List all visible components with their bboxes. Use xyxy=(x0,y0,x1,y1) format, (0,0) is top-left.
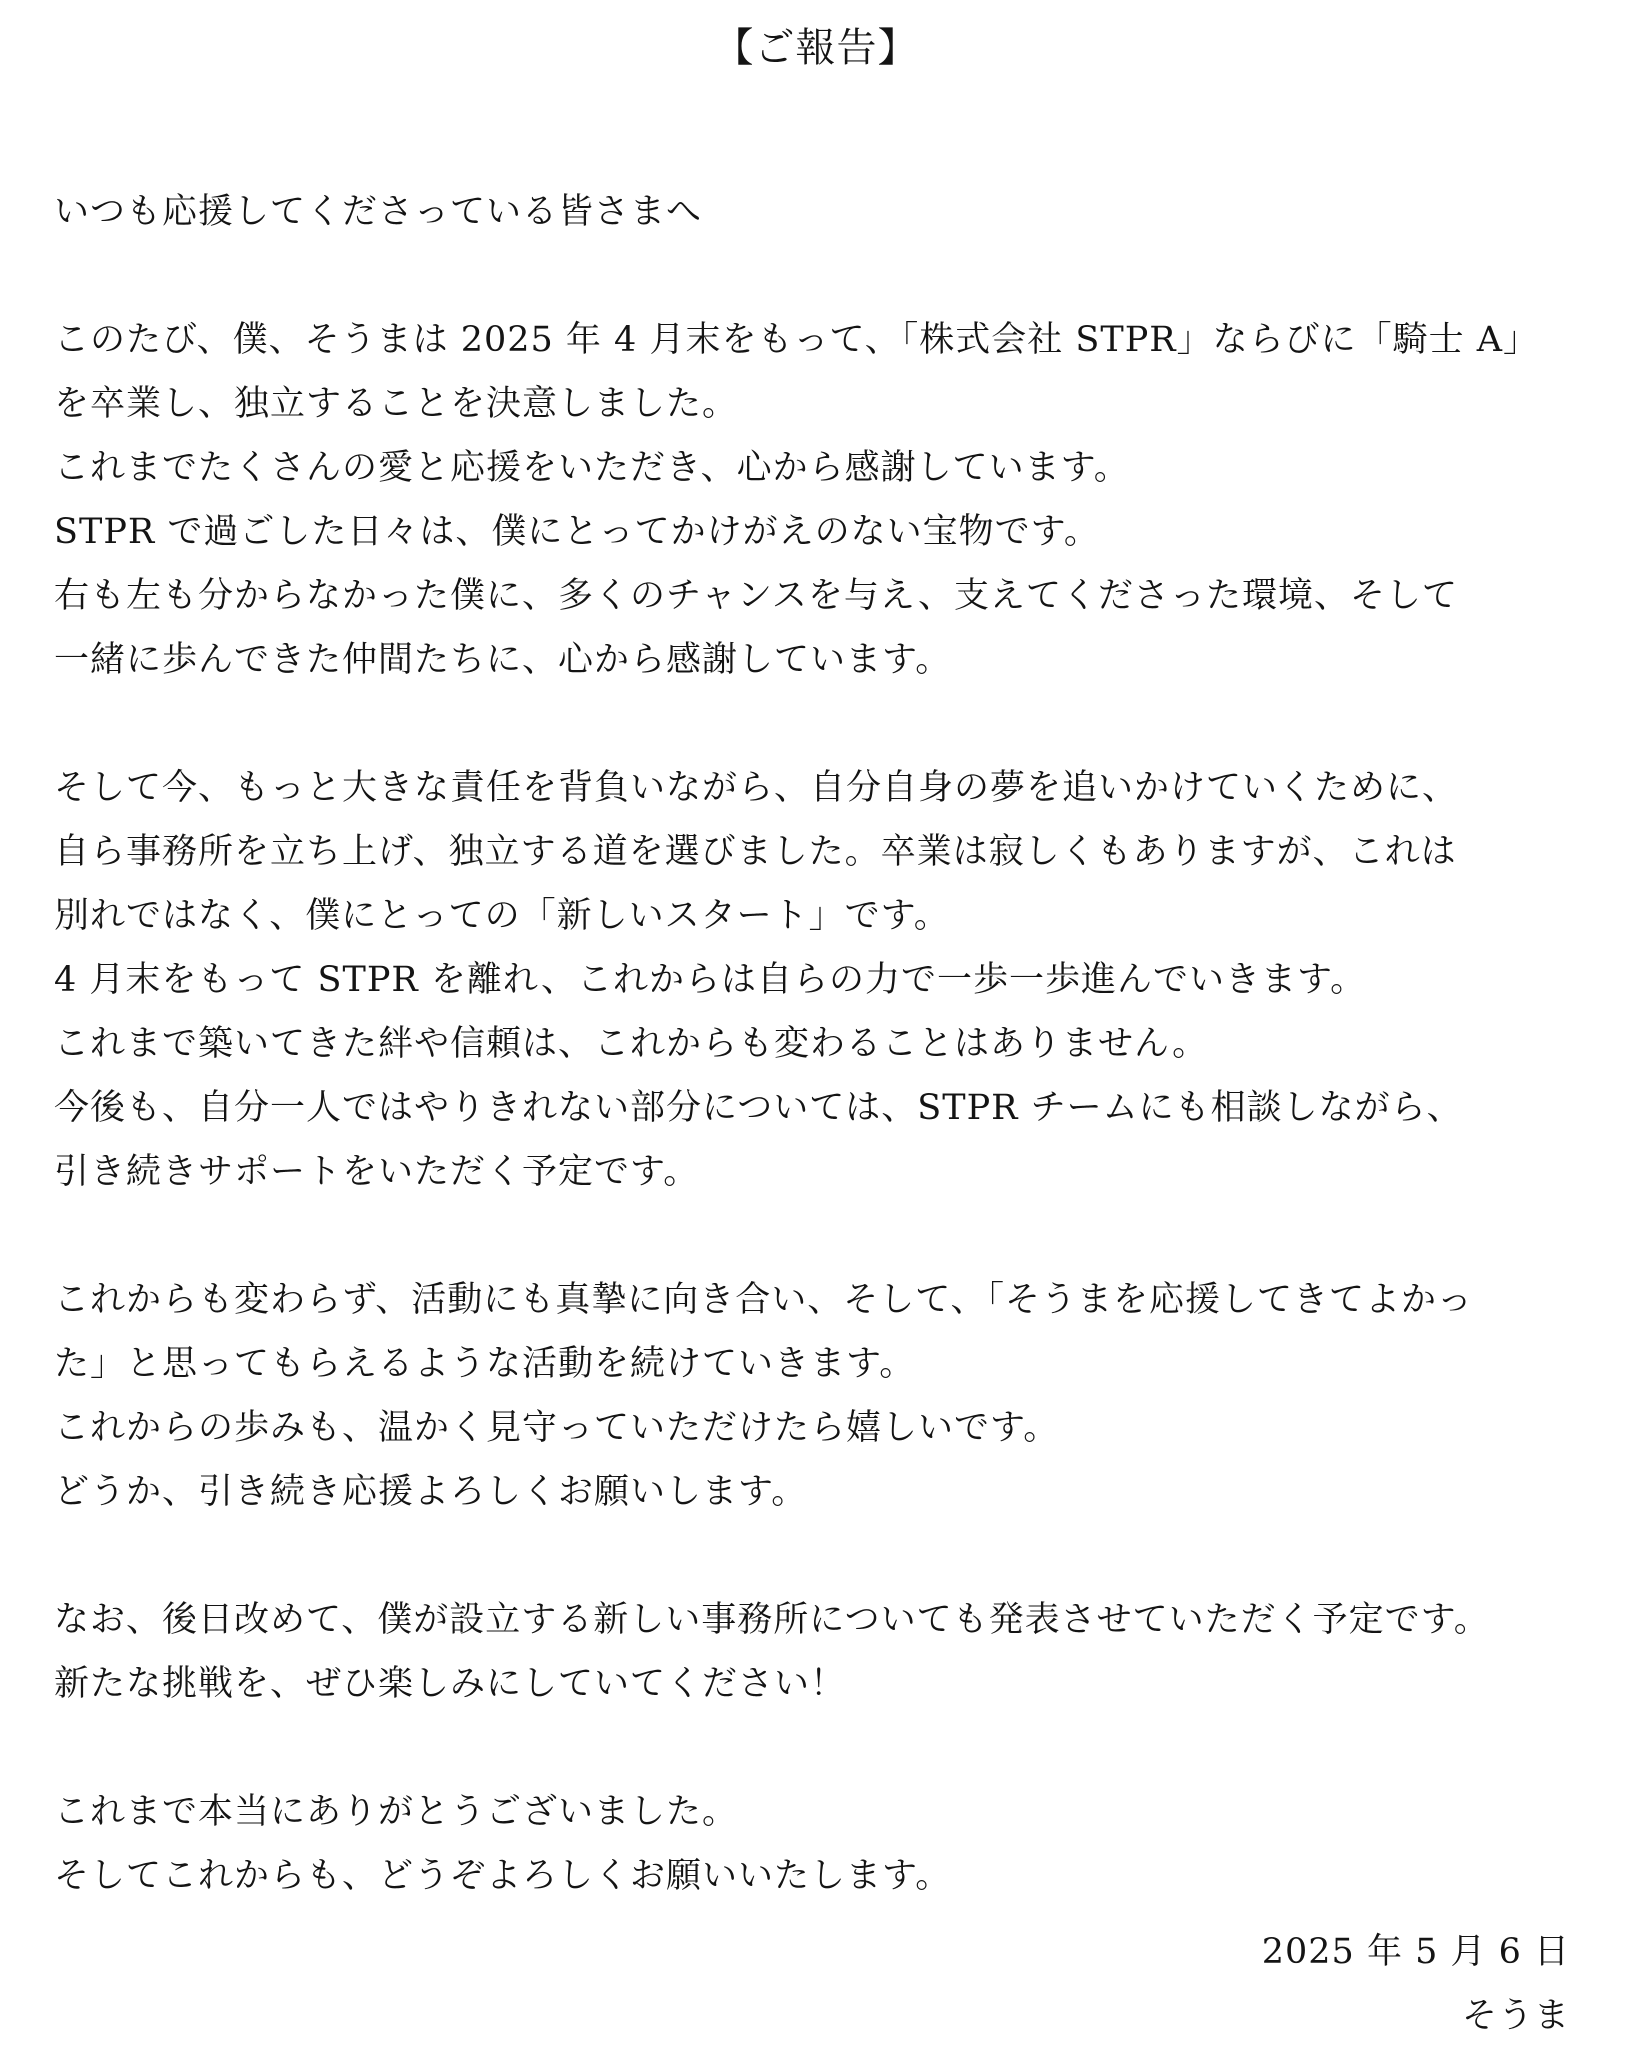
paragraph-spacer xyxy=(54,1204,1594,1268)
text-line: 新たな挑戦を、ぜひ楽しみにしていてください！ xyxy=(54,1664,847,1704)
text-line: いつも応援してくださっている皆さまへ xyxy=(54,192,703,232)
text-line: これまでたくさんの愛と応援をいただき、心から感謝しています。 xyxy=(54,448,1130,488)
paragraph xyxy=(54,1268,1594,1524)
page-title: 【ご報告】 xyxy=(713,25,919,71)
text-line: どうか、引き続き応援よろしくお願いします。 xyxy=(54,1472,808,1512)
text-line: 4 月末をもって STPR を離れ、これからは自らの力で一歩一歩進んでいきます。 xyxy=(54,960,1367,1000)
text-line: 別れではなく、僕にとっての「新しいスタート」です。 xyxy=(54,896,950,936)
text-line: なお、後日改めて、僕が設立する新しい事務所についても発表させていただく予定です。 xyxy=(54,1600,1490,1640)
text-line: を卒業し、独立することを決意しました。 xyxy=(54,384,739,424)
paragraph xyxy=(54,180,1594,244)
text-line: 引き続きサポートをいただく予定です。 xyxy=(54,1152,700,1192)
paragraph-spacer xyxy=(54,1524,1594,1588)
text-line: このたび、僕、そうまは 2025 年 4 月末をもって、「株式会社 STPR」ならびに「騎士 A」 xyxy=(54,320,1539,360)
text-line: これまで築いてきた絆や信頼は、これからも変わることはありません。 xyxy=(54,1024,1209,1064)
text-line: 右も左も分からなかった僕に、多くのチャンスを与え、支えてくださった環境、そして xyxy=(54,576,1459,616)
text-line: これからも変わらず、活動にも真摯に向き合い、そして、「そうまを応援してきてよかっ xyxy=(54,1280,1474,1320)
paragraph xyxy=(54,1588,1594,1716)
text-line: これまで本当にありがとうございました。 xyxy=(54,1792,739,1832)
announcement-body xyxy=(54,180,1594,1908)
paragraph xyxy=(54,308,1594,692)
paragraph-spacer xyxy=(54,1716,1594,1780)
paragraph xyxy=(54,1780,1594,1908)
text-line: 一緒に歩んできた仲間たちに、心から感謝しています。 xyxy=(54,640,952,680)
announcement-date: 2025 年 5 月 6 日 xyxy=(1261,1932,1570,1972)
text-line: そしてこれからも、どうぞよろしくお願いいたします。 xyxy=(54,1856,952,1896)
text-line: 今後も、自分一人ではやりきれない部分については、STPR チームにも相談しながら、 xyxy=(54,1088,1463,1128)
paragraph-spacer xyxy=(54,244,1594,308)
text-line: そして今、もっと大きな責任を背負いながら、自分自身の夢を追いかけていくために、 xyxy=(54,768,1459,808)
paragraph-spacer xyxy=(54,692,1594,756)
paragraph xyxy=(54,756,1594,1204)
text-line: 自ら事務所を立ち上げ、独立する道を選びました。卒業は寂しくもありますが、これは xyxy=(54,832,1457,872)
text-line: STPR で過ごした日々は、僕にとってかけがえのない宝物です。 xyxy=(54,512,1100,552)
text-line: た」と思ってもらえるような活動を続けていきます。 xyxy=(54,1344,916,1384)
author-signature: そうま xyxy=(1461,1996,1570,2036)
signature-block xyxy=(1262,1920,1570,2048)
text-line: これからの歩みも、温かく見守っていただけたら嬉しいです。 xyxy=(54,1408,1060,1448)
